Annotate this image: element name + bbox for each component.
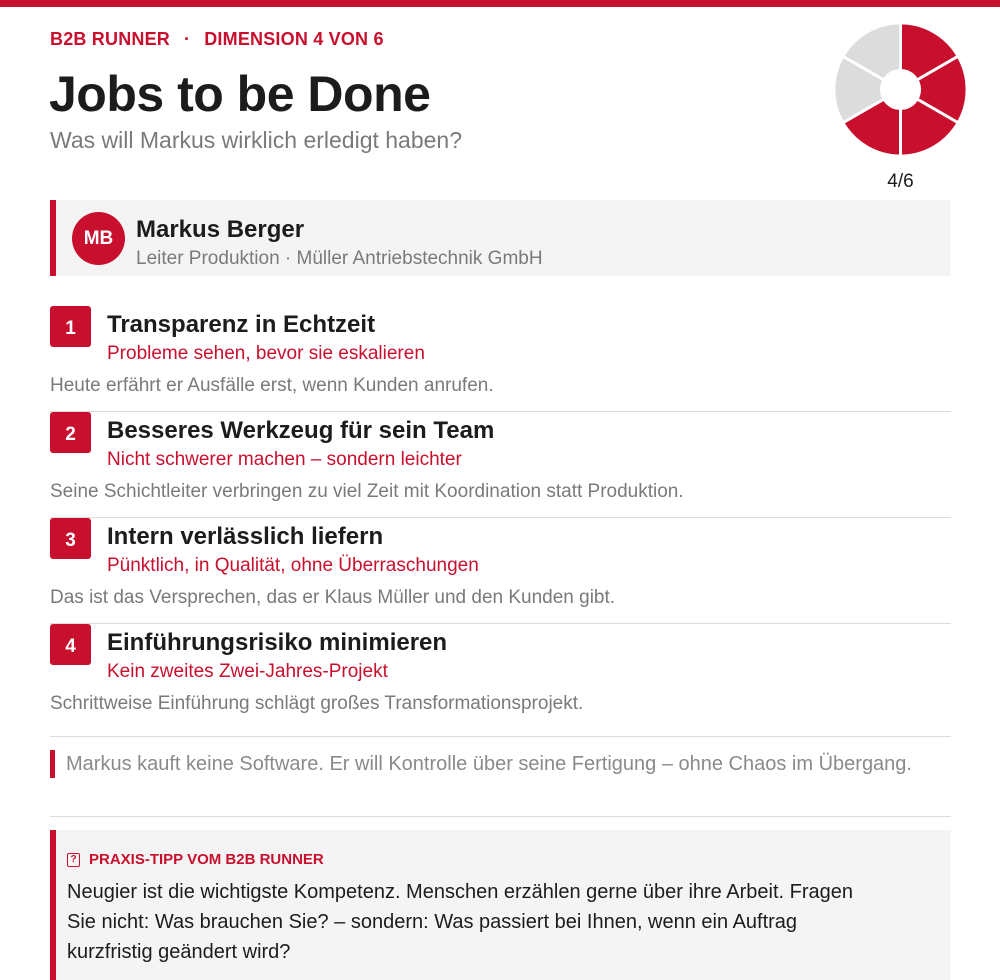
top-accent-bar: [0, 0, 1000, 7]
progress-label: 4/6: [887, 171, 914, 192]
job-item: [50, 306, 951, 412]
job-description: Seine Schichtleiter verbringen zu viel Zeit mit Koordination statt Produktion.: [50, 481, 684, 502]
key-insight-quote: Markus kauft keine Software. Er will Kontrolle über seine Fertigung – ohne Chaos im Übergang.: [50, 750, 951, 778]
tip-body: Neugier ist die wichtigste Kompetenz. Menschen erzählen gerne über ihre Arbeit. Fragen Sie nicht: Was brauchen Sie? – sondern: Was passiert bei Ihnen, wenn ein Auftrag kurzfristig geändert wird?: [67, 881, 853, 963]
brand-label: B2B RUNNER: [50, 29, 171, 49]
tip-heading: PRAXIS-TIPP VOM B2B RUNNER: [89, 851, 324, 868]
question-icon: ?: [67, 853, 80, 867]
progress-wheel-icon: [832, 21, 969, 158]
page-title: Jobs to be Done: [49, 66, 431, 122]
tip-heading-row: [67, 851, 324, 868]
job-number-badge: 2: [50, 412, 91, 453]
job-subtitle: Probleme sehen, bevor sie eskalieren: [107, 343, 425, 364]
job-subtitle: Nicht schwerer machen – sondern leichter: [107, 449, 462, 470]
persona-role: Leiter Produktion · Müller Antriebstechnik GmbH: [136, 248, 543, 269]
job-subtitle: Pünktlich, in Qualität, ohne Überraschungen: [107, 555, 479, 576]
job-item: [50, 518, 951, 624]
job-item: [50, 624, 951, 730]
job-number-badge: 1: [50, 306, 91, 347]
job-description: Heute erfährt er Ausfälle erst, wenn Kunden anrufen.: [50, 375, 494, 396]
persona-card: [50, 200, 951, 276]
progress-center: [880, 69, 921, 110]
persona-name: Markus Berger: [136, 216, 305, 243]
job-number-badge: 3: [50, 518, 91, 559]
separator-dot: ·: [184, 29, 191, 49]
jobs-list: [50, 306, 951, 730]
job-title: Besseres Werkzeug für sein Team: [107, 417, 495, 444]
eyebrow: [50, 29, 384, 50]
page-subtitle: Was will Markus wirklich erledigt haben?: [50, 127, 463, 153]
avatar: MB: [72, 212, 125, 265]
divider: [50, 736, 951, 737]
job-number-badge: 4: [50, 624, 91, 665]
divider: [50, 816, 951, 817]
job-subtitle: Kein zweites Zwei-Jahres-Projekt: [107, 661, 388, 682]
job-description: Das ist das Versprechen, das er Klaus Müller und den Kunden gibt.: [50, 587, 616, 608]
job-title: Einführungsrisiko minimieren: [107, 629, 448, 656]
job-title: Intern verlässlich liefern: [107, 523, 384, 550]
dimension-label: DIMENSION 4 VON 6: [204, 29, 384, 49]
job-item: [50, 412, 951, 518]
practice-tip-box: [50, 830, 951, 980]
job-title: Transparenz in Echtzeit: [107, 311, 376, 338]
job-description: Schrittweise Einführung schlägt großes Transformationsprojekt.: [50, 693, 584, 714]
